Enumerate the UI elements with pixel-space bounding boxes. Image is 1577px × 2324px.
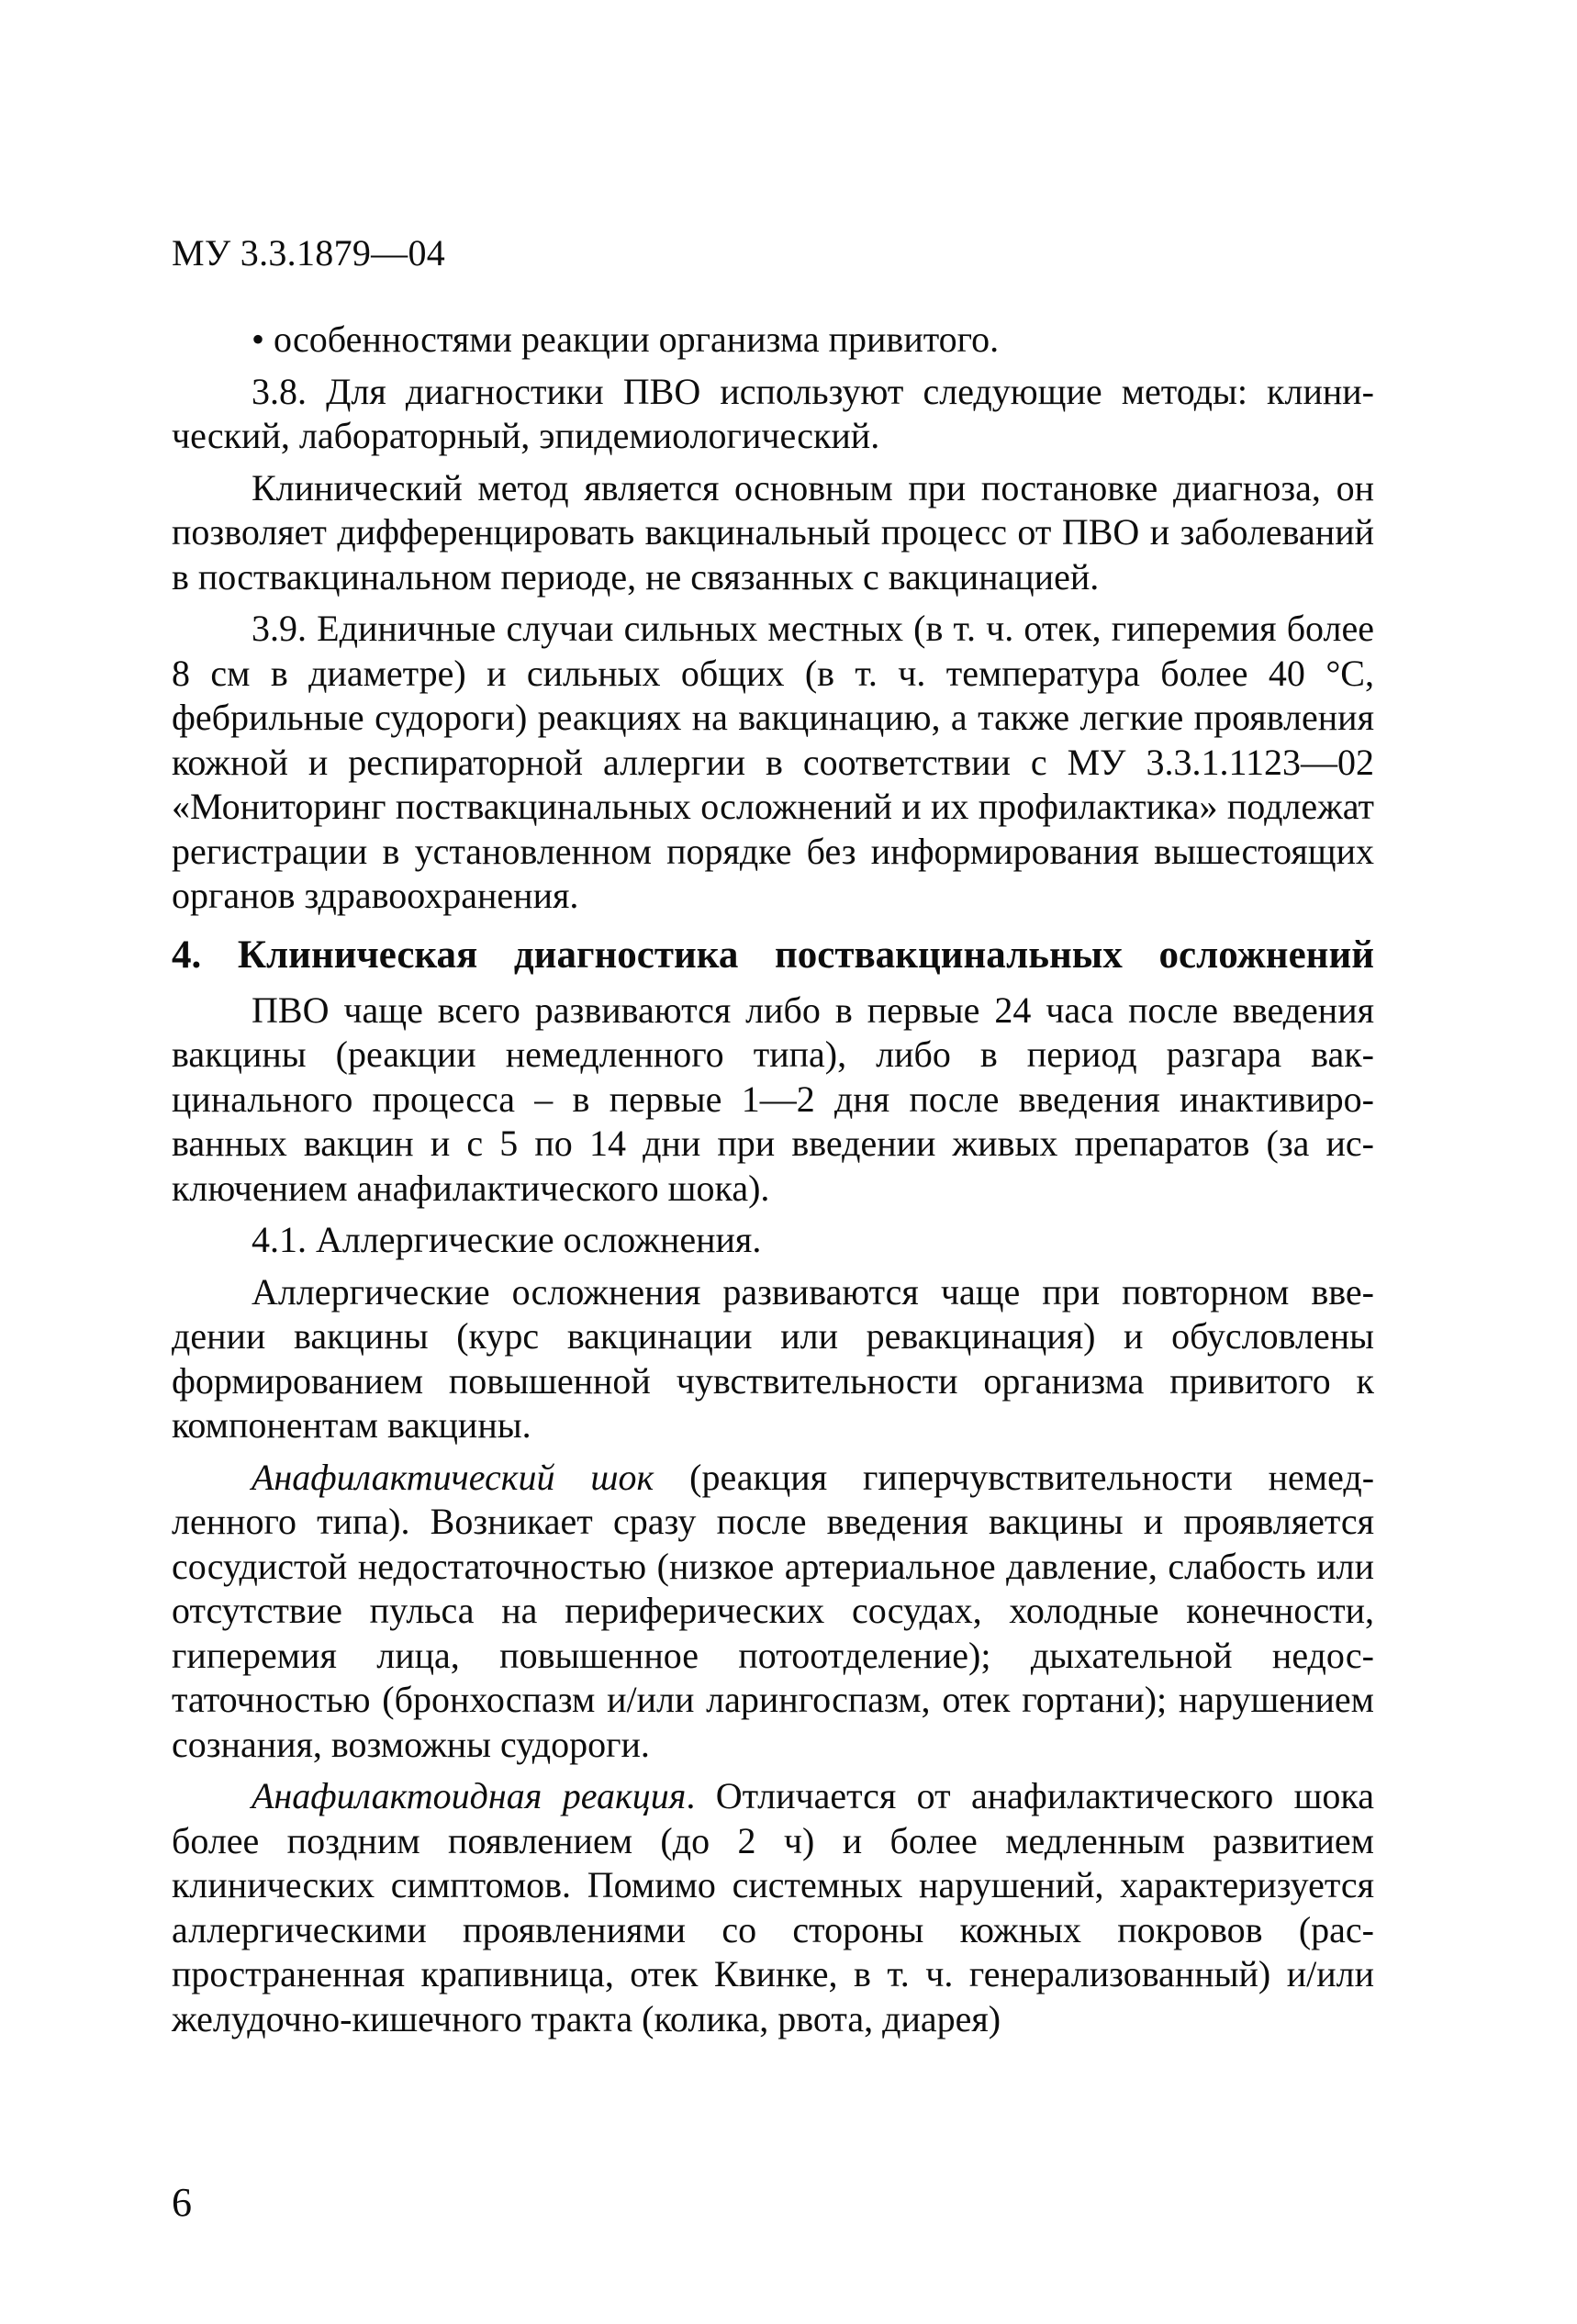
paragraph-3-8: 3.8. Для диагностики ПВО используют следующие методы: клинический, лабораторный, эпидемиологический.: [172, 370, 1374, 456]
section-heading: 4. Клиническая диагностика поствакцинальных осложнений: [172, 933, 1374, 977]
paragraph-clinical-method: Клинический метод является основным при постановке диагноза, он позволяет дифференцировать вакцинальный процесс от ПВО и заболеваний в поствакцинальном периоде, не связанных с вакцинацией.: [172, 466, 1374, 598]
anaphylactic-shock-text: (реакция гиперчувствительности немедленного типа). Возникает сразу после введения вакцины и проявляется сосудистой недостаточностью (низкое артериальное давление, слабость или отсутствие пульса на периферических сосудах, холодные конечности, гиперемия лица, повышенное потоотделение); дыхательной недостаточностью (бронхоспазм и/или ларингоспазм, отек гортани); нарушением сознания, возможны судороги.: [172, 1456, 1375, 1765]
bullet-item: • особенностями реакции организма привитого.: [252, 318, 1000, 360]
paragraph-allergic-complications: Аллергические осложнения развиваются чаще при повторном введении вакцины (курс вакцинации или ревакцинация) и обусловлены формированием повышенной чувствительности организма привитого к компонентам вакцины.: [172, 1270, 1374, 1446]
document-code-header: МУ 3.3.1879—04: [172, 232, 446, 274]
term-anaphylactoid-reaction: Анафилактоидная реакция: [252, 1775, 687, 1816]
paragraph-3-9: 3.9. Единичные случаи сильных местных (в т. ч. отек, гиперемия более 8 см в диаметре) и сильных общих (в т. ч. температура более 40 °С, фебрильные судороги) реакциях на вакцинацию, а также легкие проявления кожной и респираторной аллергии в соответствии с МУ 3.3.1.1123—02 «Мониторинг поствакцинальных осложнений и их профилактика» подлежат регистрации в установленном порядке без информирования вышестоящих органов здравоохранения.: [172, 608, 1374, 916]
paragraph-anaphylactoid-reaction: [172, 1774, 1374, 2041]
term-anaphylactic-shock: Анафилактический шок: [252, 1456, 654, 1498]
paragraph-anaphylactic-shock: [172, 1456, 1374, 1768]
document-body: [172, 318, 1374, 2049]
subsection-title: 4.1. Аллергические осложнения.: [252, 1219, 762, 1260]
anaphylactoid-reaction-text: . Отличается от анафилактического шока более поздним появлением (до 2 ч) и более медленным развитием клинических симптомов. Помимо системных нарушений, характеризуется аллергическими проявлениями со стороны кожных покровов (распространенная крапивница, отек Квинке, в т. ч. генерализованный) и/или желудочно-кишечного тракта (колика, рвота, диарея): [172, 1775, 1374, 2039]
page-number: 6: [172, 2180, 192, 2225]
paragraph-section-4-intro: ПВО чаще всего развиваются либо в первые 24 часа после введения вакцины (реакции немедленного типа), либо в период разгара вакцинального процесса – в первые 1—2 дня после введения инактивированных вакцин и с 5 по 14 дни при введении живых препаратов (за исключением анафилактического шока).: [172, 989, 1374, 1209]
